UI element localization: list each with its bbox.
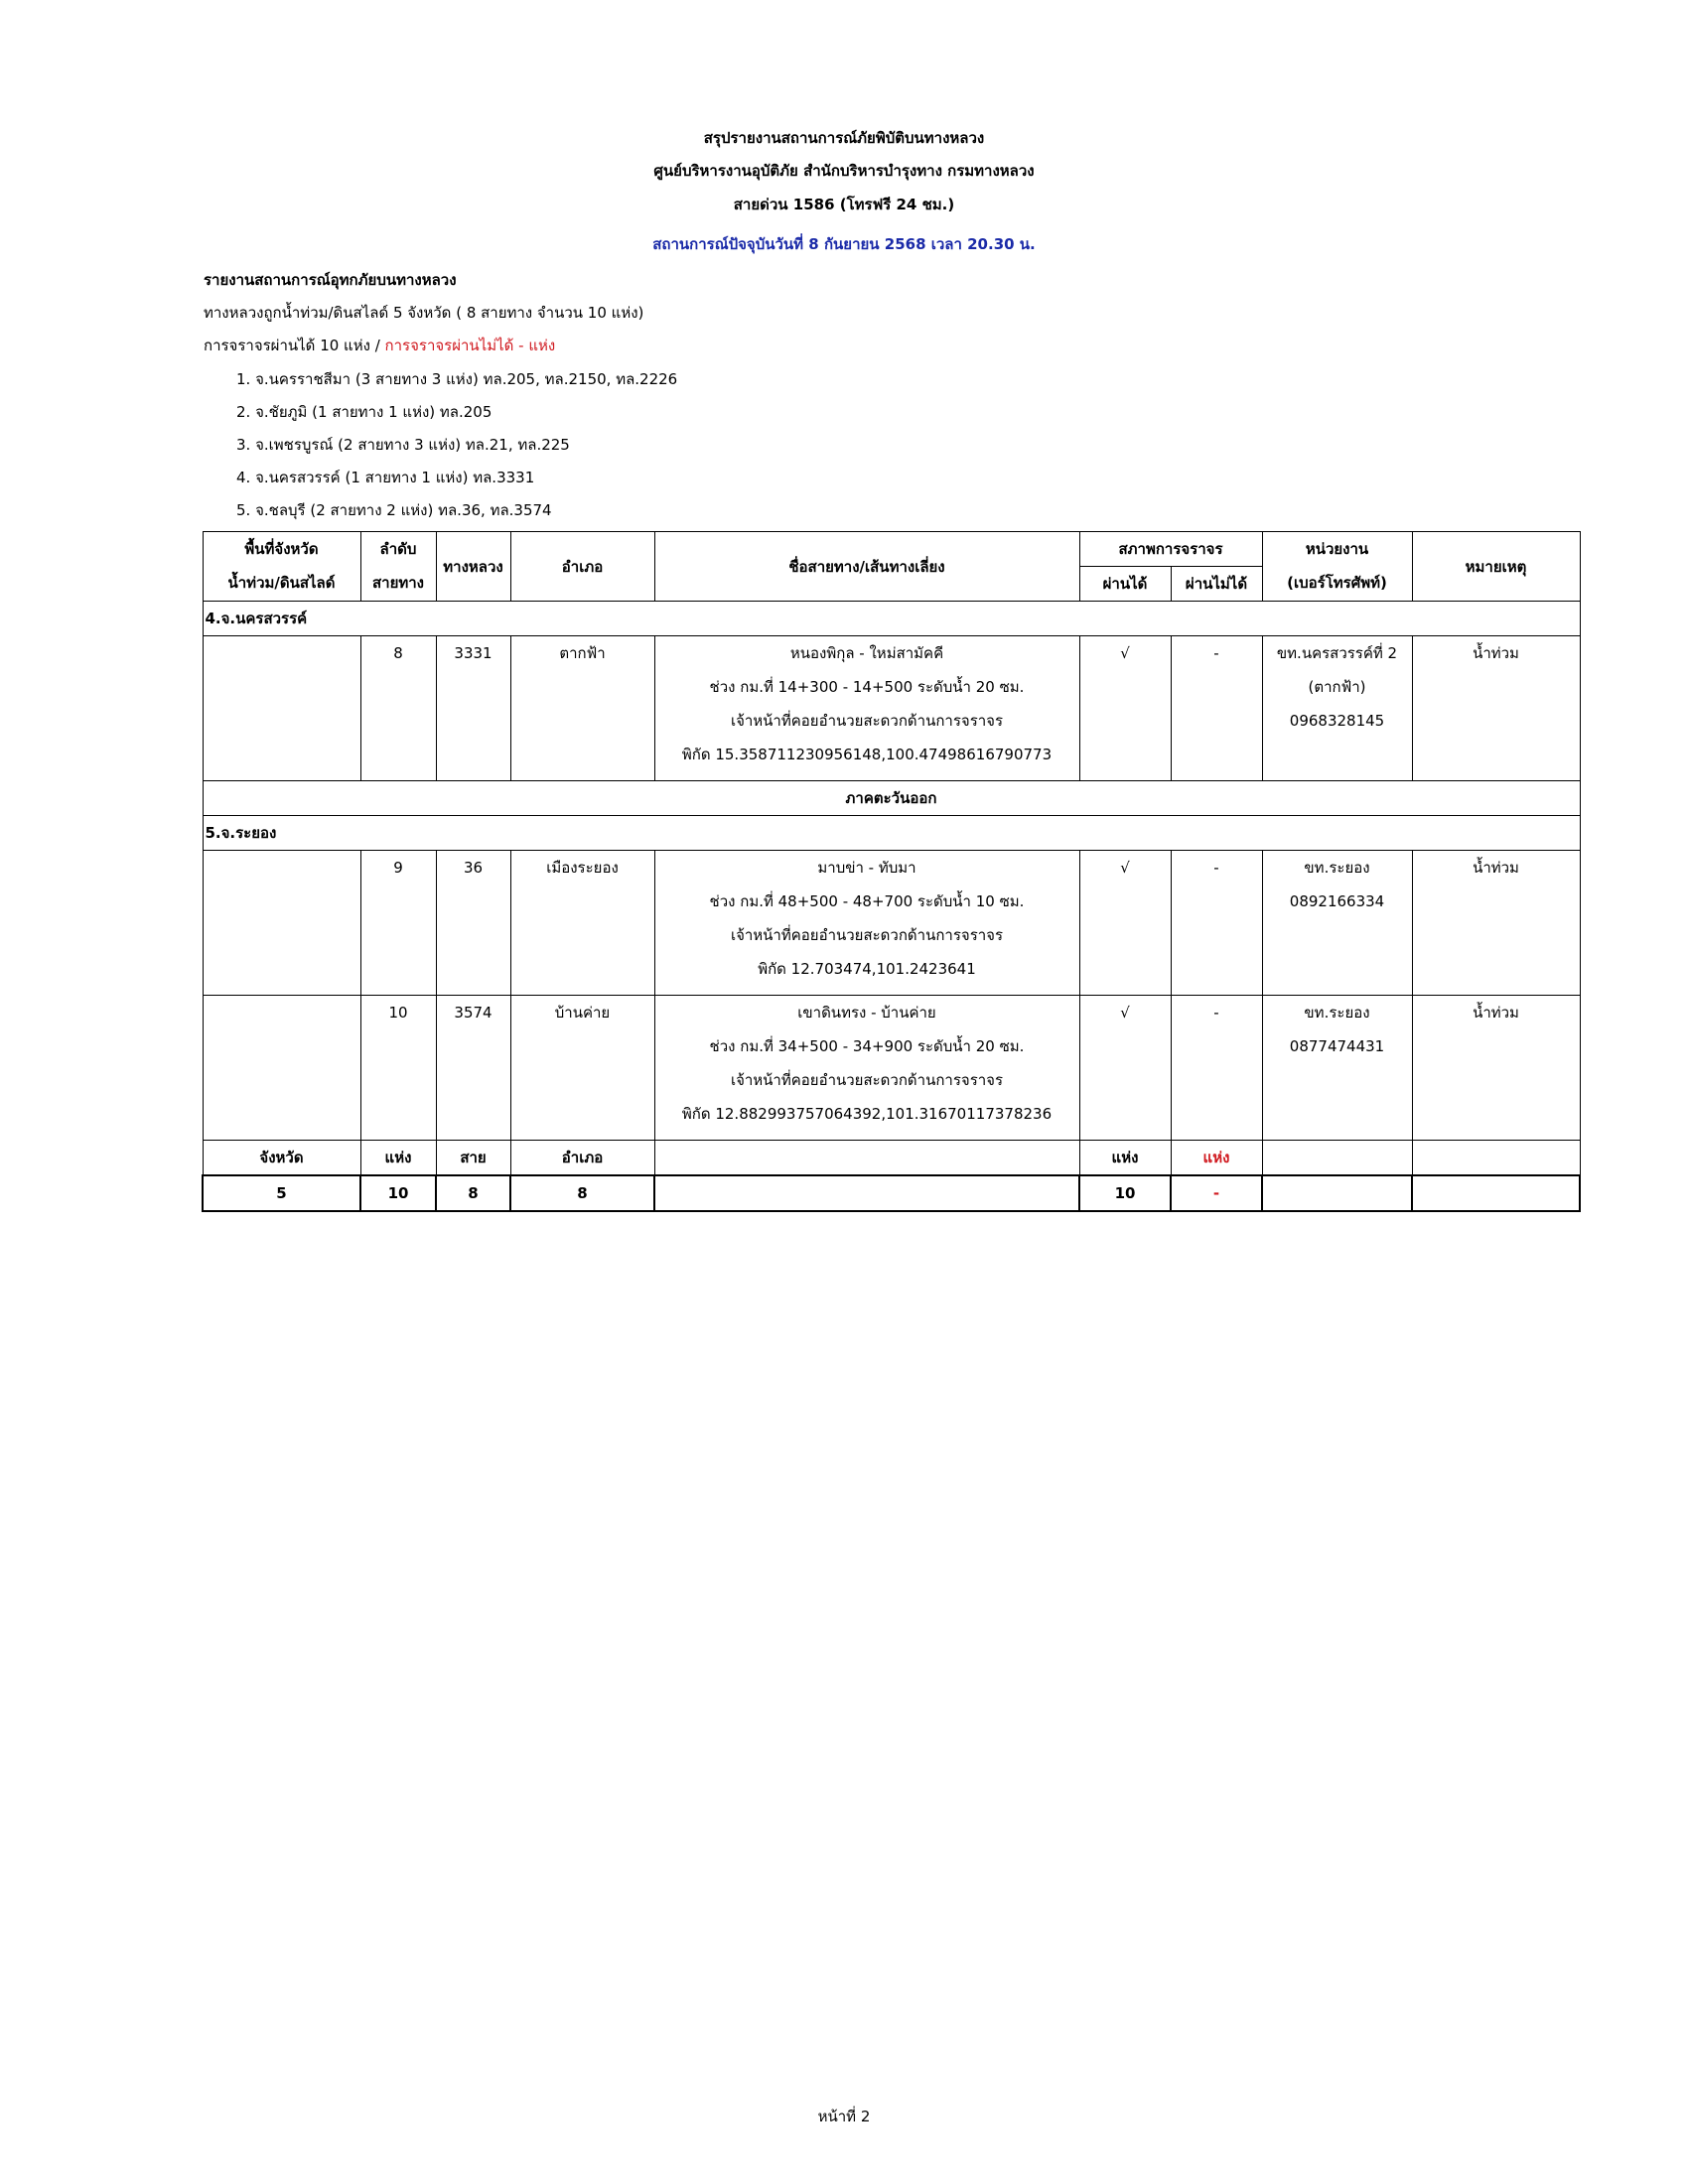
province-item: 2. จ.ชัยภูมิ (1 สายทาง 1 แห่ง) ทล.205 <box>236 403 492 421</box>
pass-count-text: การจราจรผ่านได้ 10 แห่ง / <box>204 337 380 354</box>
cell-area <box>203 851 360 996</box>
table-row <box>203 996 1580 1141</box>
cell-nopass: - <box>1171 851 1262 996</box>
cell-order: 8 <box>360 636 436 781</box>
cell-highway: 3331 <box>436 636 510 781</box>
total-value-nopass: - <box>1171 1175 1262 1211</box>
cell-pass: √ <box>1079 996 1171 1141</box>
incident-table <box>202 531 1581 1212</box>
col-header-district: อำเภอ <box>510 532 654 602</box>
table-header-row <box>203 532 1580 567</box>
total-value-routes: 8 <box>436 1175 510 1211</box>
total-label-pass: แห่ง <box>1079 1141 1171 1176</box>
total-value-empty <box>1262 1175 1412 1211</box>
header-label: สายทาง <box>371 574 424 592</box>
unit-line: 0968328145 <box>1289 712 1385 730</box>
col-header-nopass: ผ่านไม่ได้ <box>1171 567 1262 602</box>
route-line: มาบข่า - ทับมา <box>817 859 916 877</box>
total-label-district: อำเภอ <box>510 1141 654 1176</box>
unit-line: (ตากฟ้า) <box>1308 678 1366 696</box>
section-label: 4.จ.นครสวรรค์ <box>203 602 1580 636</box>
header-label: ลำดับ <box>379 540 417 558</box>
cell-district: ตากฟ้า <box>510 636 654 781</box>
total-value-empty <box>1412 1175 1580 1211</box>
route-line: หนองพิกุล - ใหม่สามัคคี <box>789 644 944 662</box>
cell-district: บ้านค่าย <box>510 996 654 1141</box>
organization-name: ศูนย์บริหารงานอุบัติภัย สำนักบริหารบำรุงทาง กรมทางหลวง <box>653 162 1035 180</box>
unit-line: 0877474431 <box>1289 1037 1385 1055</box>
cell-highway: 3574 <box>436 996 510 1141</box>
header-label: (เบอร์โทรศัพท์) <box>1287 574 1387 592</box>
col-header-area <box>203 532 360 602</box>
cell-nopass: - <box>1171 636 1262 781</box>
header-label: น้ำท่วม/ดินสไลด์ <box>227 574 336 592</box>
col-header-highway: ทางหลวง <box>436 532 510 602</box>
total-label-routes: สาย <box>436 1141 510 1176</box>
route-line: เจ้าหน้าที่คอยอำนวยสะดวกด้านการจราจร <box>730 926 1004 944</box>
province-item: 5. จ.ชลบุรี (2 สายทาง 2 แห่ง) ทล.36, ทล.3574 <box>236 501 552 519</box>
cell-order: 9 <box>360 851 436 996</box>
region-label: ภาคตะวันออก <box>203 781 1580 816</box>
total-label-empty <box>1262 1141 1412 1176</box>
total-value-district: 8 <box>510 1175 654 1211</box>
table-row <box>203 636 1580 781</box>
status-timestamp: สถานการณ์ปัจจุบันวันที่ 8 กันยายน 2568 เวลา 20.30 น. <box>652 235 1036 253</box>
col-header-traffic: สภาพการจราจร <box>1079 532 1262 567</box>
total-value-province: 5 <box>203 1175 360 1211</box>
total-value-empty <box>654 1175 1079 1211</box>
region-row <box>203 781 1580 816</box>
route-line: เขาดินทรง - บ้านค่าย <box>797 1004 936 1022</box>
route-line: ช่วง กม.ที่ 34+500 - 34+900 ระดับน้ำ 20 ซม. <box>709 1037 1025 1055</box>
header-label: พื้นที่จังหวัด <box>244 540 319 558</box>
total-label-empty <box>654 1141 1079 1176</box>
cell-remark: น้ำท่วม <box>1412 636 1580 781</box>
cell-nopass: - <box>1171 996 1262 1141</box>
total-value-pass: 10 <box>1079 1175 1171 1211</box>
cell-pass: √ <box>1079 851 1171 996</box>
totals-value-row <box>203 1175 1580 1211</box>
summary-text: ทางหลวงถูกน้ำท่วม/ดินสไลด์ 5 จังหวัด ( 8 สายทาง จำนวน 10 แห่ง) <box>204 304 644 322</box>
col-header-pass: ผ่านได้ <box>1079 567 1171 602</box>
section-row <box>203 602 1580 636</box>
route-line: พิกัด 12.882993757064392,101.31670117378236 <box>681 1105 1053 1123</box>
cell-district: เมืองระยอง <box>510 851 654 996</box>
col-header-route: ชื่อสายทาง/เส้นทางเลี่ยง <box>654 532 1079 602</box>
cell-route <box>654 996 1079 1141</box>
cell-route <box>654 636 1079 781</box>
cell-unit <box>1262 636 1412 781</box>
cell-remark: น้ำท่วม <box>1412 996 1580 1141</box>
cell-area <box>203 996 360 1141</box>
cell-highway: 36 <box>436 851 510 996</box>
cell-area <box>203 636 360 781</box>
nopass-count-text: การจราจรผ่านไม่ได้ - แห่ง <box>384 337 556 354</box>
hotline-text: สายด่วน 1586 (โทรฟรี 24 ชม.) <box>733 196 955 213</box>
cell-route <box>654 851 1079 996</box>
table-row <box>203 851 1580 996</box>
cell-pass: √ <box>1079 636 1171 781</box>
route-line: พิกัด 15.358711230956148,100.47498616790773 <box>681 746 1053 763</box>
cell-unit <box>1262 851 1412 996</box>
unit-line: ขท.ระยอง <box>1304 1004 1370 1022</box>
route-line: เจ้าหน้าที่คอยอำนวยสะดวกด้านการจราจร <box>730 1071 1004 1089</box>
section-label: 5.จ.ระยอง <box>203 816 1580 851</box>
route-line: ช่วง กม.ที่ 14+300 - 14+500 ระดับน้ำ 20 ซม. <box>709 678 1025 696</box>
cell-remark: น้ำท่วม <box>1412 851 1580 996</box>
traffic-summary <box>204 334 555 357</box>
section-heading: รายงานสถานการณ์อุทกภัยบนทางหลวง <box>204 271 457 289</box>
page-number: หน้าที่ 2 <box>817 2108 871 2125</box>
unit-line: ขท.ระยอง <box>1304 859 1370 877</box>
total-label-province: จังหวัด <box>203 1141 360 1176</box>
province-item: 4. จ.นครสวรรค์ (1 สายทาง 1 แห่ง) ทล.3331 <box>236 469 535 486</box>
unit-line: 0892166334 <box>1289 892 1385 910</box>
col-header-remark: หมายเหตุ <box>1412 532 1580 602</box>
header-label: หน่วยงาน <box>1305 540 1369 558</box>
route-line: พิกัด 12.703474,101.2423641 <box>758 960 976 978</box>
cell-order: 10 <box>360 996 436 1141</box>
route-line: ช่วง กม.ที่ 48+500 - 48+700 ระดับน้ำ 10 ซม. <box>709 892 1025 910</box>
province-item: 3. จ.เพชรบูรณ์ (2 สายทาง 3 แห่ง) ทล.21, ทล.225 <box>236 436 570 454</box>
totals-label-row <box>203 1141 1580 1176</box>
cell-unit <box>1262 996 1412 1141</box>
col-header-unit <box>1262 532 1412 602</box>
report-title: สรุปรายงานสถานการณ์ภัยพิบัติบนทางหลวง <box>703 129 985 147</box>
unit-line: ขท.นครสวรรค์ที่ 2 <box>1276 644 1398 662</box>
total-value-places: 10 <box>360 1175 436 1211</box>
total-label-places: แห่ง <box>360 1141 436 1176</box>
total-label-nopass: แห่ง <box>1171 1141 1262 1176</box>
route-line: เจ้าหน้าที่คอยอำนวยสะดวกด้านการจราจร <box>730 712 1004 730</box>
col-header-order <box>360 532 436 602</box>
province-item: 1. จ.นครราชสีมา (3 สายทาง 3 แห่ง) ทล.205, ทล.2150, ทล.2226 <box>236 370 678 388</box>
section-row <box>203 816 1580 851</box>
total-label-empty <box>1412 1141 1580 1176</box>
